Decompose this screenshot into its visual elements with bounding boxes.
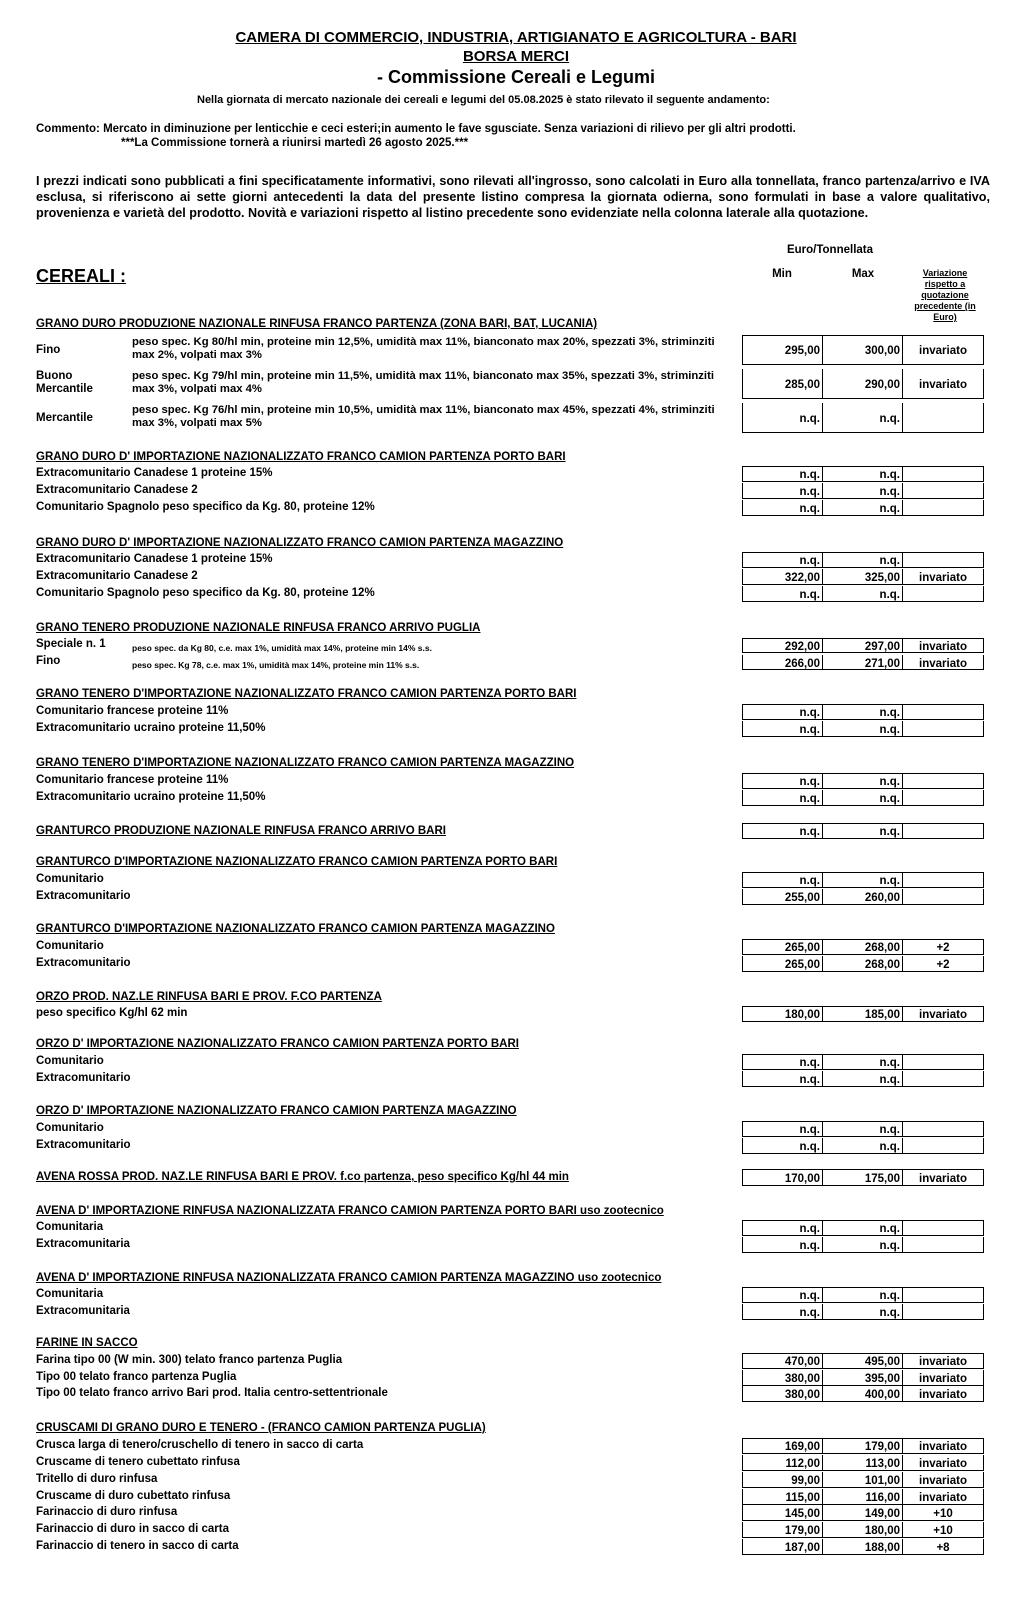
product-description: peso spec. da Kg 80, c.e. max 1%, umidità max 14%, proteine min 14% s.s.	[132, 643, 432, 653]
price-variation	[903, 1287, 984, 1303]
section-title: AVENA ROSSA PROD. NAZ.LE RINFUSA BARI E PROV. f.co partenza, peso specifico Kg/hl 44 min	[36, 1171, 569, 1183]
max-price: 180,00	[823, 1522, 903, 1538]
price-variation: +2	[903, 939, 984, 955]
price-variation	[903, 823, 984, 839]
min-price: n.q.	[742, 466, 823, 482]
min-price: n.q.	[742, 586, 823, 602]
disclaimer-paragraph: I prezzi indicati sono pubblicati a fini specificatamente informativi, sono rilevati all'ingrosso, sono calcolati in Euro alla tonnellata, franco partenza/arrivo e IVA esclusa, si riferiscono ai sette giorni antecedenti la data del presente listino compresa la giornata odierna, sono formulati in base a valore qualitativo, provenienza e varietà del prodotto. Novità e variazioni rispetto al listino precedente sono evidenziate nella colonna laterale alla quotazione.	[36, 174, 990, 220]
min-price: 295,00	[742, 335, 823, 365]
intro-text: Nella giornata di mercato nazionale dei cereali e legumi del 05.08.2025 è stato rilevato il seguente andamento:	[197, 94, 770, 106]
max-price: n.q.	[823, 1220, 903, 1236]
min-price: 179,00	[742, 1522, 823, 1538]
max-price: 325,00	[823, 569, 903, 585]
max-price: 175,00	[823, 1169, 903, 1186]
min-price: 255,00	[742, 889, 823, 905]
max-price: 290,00	[823, 369, 903, 399]
price-variation	[903, 1237, 984, 1253]
min-price: n.q.	[742, 552, 823, 568]
max-price: n.q.	[823, 1304, 903, 1320]
max-price: n.q.	[823, 403, 903, 433]
section-title: ORZO D' IMPORTAZIONE NAZIONALIZZATO FRANCO CAMION PARTENZA PORTO BARI	[36, 1038, 519, 1050]
price-variation: +2	[903, 956, 984, 972]
min-price: n.q.	[742, 1287, 823, 1303]
max-price: n.q.	[823, 721, 903, 737]
product-label: Comunitario francese proteine 11%	[36, 705, 229, 717]
min-price: 145,00	[742, 1505, 823, 1521]
price-variation	[903, 1071, 984, 1087]
product-label: Buono Mercantile	[36, 370, 93, 395]
section-title: GRANO TENERO PRODUZIONE NAZIONALE RINFUSA FRANCO ARRIVO PUGLIA	[36, 622, 481, 634]
min-price: 380,00	[742, 1370, 823, 1386]
max-price: n.q.	[823, 483, 903, 499]
price-variation	[903, 1121, 984, 1137]
min-header: Min	[772, 268, 792, 280]
min-price: n.q.	[742, 483, 823, 499]
section-title: GRANTURCO D'IMPORTAZIONE NAZIONALIZZATO FRANCO CAMION PARTENZA MAGAZZINO	[36, 923, 555, 935]
price-variation: invariato	[903, 1438, 984, 1454]
max-price: n.q.	[823, 466, 903, 482]
product-label: peso specifico Kg/hl 62 min	[36, 1007, 188, 1019]
max-price: 268,00	[823, 956, 903, 972]
product-label: Comunitaria	[36, 1221, 104, 1233]
price-variation	[903, 466, 984, 482]
max-price: n.q.	[823, 500, 903, 516]
min-price: n.q.	[742, 1304, 823, 1320]
product-description: peso spec. Kg 79/hl min, proteine min 11,5%, umidità max 11%, bianconato max 35%, spezzati 3%, striminziti max 3%, volpati max 4%	[132, 370, 714, 395]
product-label: Extracomunitario Canadese 1 proteine 15%	[36, 467, 273, 479]
max-price: n.q.	[823, 1138, 903, 1154]
max-price: n.q.	[823, 1071, 903, 1087]
min-price: n.q.	[742, 1237, 823, 1253]
min-price: 115,00	[742, 1489, 823, 1505]
section-title: AVENA D' IMPORTAZIONE RINFUSA NAZIONALIZZATA FRANCO CAMION PARTENZA MAGAZZINO uso zootecnico	[36, 1272, 662, 1284]
product-label: Extracomunitaria	[36, 1238, 130, 1250]
product-label: Speciale n. 1	[36, 638, 106, 650]
min-price: 112,00	[742, 1455, 823, 1471]
price-variation	[903, 704, 984, 720]
product-label: Extracomunitario Canadese 1 proteine 15%	[36, 553, 273, 565]
price-variation: invariato	[903, 655, 984, 670]
min-price: n.q.	[742, 790, 823, 806]
price-variation	[903, 552, 984, 568]
max-price: n.q.	[823, 552, 903, 568]
price-variation: invariato	[903, 638, 984, 653]
variation-header: Variazione rispetto a quotazione precedente (in Euro)	[914, 268, 976, 322]
min-price: 169,00	[742, 1438, 823, 1454]
min-price: n.q.	[742, 1138, 823, 1154]
max-price: n.q.	[823, 823, 903, 839]
price-variation	[903, 1054, 984, 1070]
price-variation: +10	[903, 1505, 984, 1521]
product-label: Fino	[36, 655, 61, 667]
product-description: peso spec. Kg 80/hl min, proteine min 12,5%, umidità max 11%, bianconato max 20%, spezzati 3%, striminziti max 2%, volpati max 3%	[132, 336, 715, 361]
product-label: Tipo 00 telato franco arrivo Bari prod. Italia centro-settentrionale	[36, 1387, 388, 1399]
price-variation	[903, 586, 984, 602]
price-variation: invariato	[903, 1455, 984, 1471]
max-price: n.q.	[823, 586, 903, 602]
section-title: GRANO DURO D' IMPORTAZIONE NAZIONALIZZATO FRANCO CAMION PARTENZA MAGAZZINO	[36, 537, 564, 549]
max-price: 185,00	[823, 1006, 903, 1022]
product-label: Extracomunitario	[36, 1139, 131, 1151]
product-label: Extracomunitaria	[36, 1305, 130, 1317]
max-price: 395,00	[823, 1370, 903, 1386]
min-price: n.q.	[742, 403, 823, 433]
price-variation: +10	[903, 1522, 984, 1538]
product-label: Comunitario Spagnolo peso specifico da Kg. 80, proteine 12%	[36, 587, 375, 599]
min-price: n.q.	[742, 1220, 823, 1236]
price-variation	[903, 790, 984, 806]
product-label: Farinaccio di duro rinfusa	[36, 1506, 178, 1518]
price-variation	[903, 1304, 984, 1320]
price-variation	[903, 1220, 984, 1236]
product-label: Cruscame di duro cubettato rinfusa	[36, 1490, 231, 1502]
section-title: GRANO TENERO D'IMPORTAZIONE NAZIONALIZZATO FRANCO CAMION PARTENZA PORTO BARI	[36, 688, 577, 700]
price-variation	[903, 889, 984, 905]
unit-header: Euro/Tonnellata	[786, 244, 874, 256]
max-price: 297,00	[823, 638, 903, 653]
product-label: Fino	[36, 344, 61, 356]
product-description: peso spec. Kg 78, c.e. max 1%, umidità max 14%, proteine min 11% s.s.	[132, 660, 420, 670]
max-price: 300,00	[823, 335, 903, 365]
price-variation: invariato	[903, 1472, 984, 1488]
price-variation: invariato	[903, 1169, 984, 1186]
min-price: n.q.	[742, 500, 823, 516]
product-label: Extracomunitario ucraino proteine 11,50%	[36, 791, 266, 803]
section-title: CRUSCAMI DI GRANO DURO E TENERO - (FRANCO CAMION PARTENZA PUGLIA)	[36, 1422, 486, 1434]
product-label: Tritello di duro rinfusa	[36, 1473, 158, 1485]
max-price: n.q.	[823, 872, 903, 888]
max-price: 188,00	[823, 1539, 903, 1555]
product-label: Cruscame di tenero cubettato rinfusa	[36, 1456, 240, 1468]
product-label: Extracomunitario ucraino proteine 11,50%	[36, 722, 266, 734]
price-variation	[903, 1138, 984, 1154]
product-label: Farina tipo 00 (W min. 300) telato franco partenza Puglia	[36, 1354, 343, 1366]
product-label: Farinaccio di tenero in sacco di carta	[36, 1540, 239, 1552]
max-price: 149,00	[823, 1505, 903, 1521]
max-price: n.q.	[823, 704, 903, 720]
price-variation	[903, 773, 984, 789]
min-price: n.q.	[742, 872, 823, 888]
section-title: AVENA D' IMPORTAZIONE RINFUSA NAZIONALIZZATA FRANCO CAMION PARTENZA PORTO BARI uso zootecnico	[36, 1205, 664, 1217]
max-price: 271,00	[823, 655, 903, 670]
product-label: Crusca larga di tenero/cruschello di tenero in sacco di carta	[36, 1439, 364, 1451]
section-title: ORZO D' IMPORTAZIONE NAZIONALIZZATO FRANCO CAMION PARTENZA MAGAZZINO	[36, 1105, 517, 1117]
product-label: Comunitario	[36, 1055, 104, 1067]
price-variation: invariato	[903, 1489, 984, 1505]
next-meeting-note: ***La Commissione tornerà a riunirsi martedì 26 agosto 2025.***	[121, 137, 469, 149]
product-label: Comunitario	[36, 940, 104, 952]
section-title: GRANO TENERO D'IMPORTAZIONE NAZIONALIZZATO FRANCO CAMION PARTENZA MAGAZZINO	[36, 757, 575, 769]
product-label: Mercantile	[36, 412, 93, 424]
min-price: 380,00	[742, 1386, 823, 1402]
min-price: 265,00	[742, 956, 823, 972]
max-price: n.q.	[823, 773, 903, 789]
max-price: n.q.	[823, 1054, 903, 1070]
section-title: GRANTURCO PRODUZIONE NAZIONALE RINFUSA FRANCO ARRIVO BARI	[36, 825, 446, 837]
min-price: 266,00	[742, 655, 823, 670]
price-variation: invariato	[903, 1370, 984, 1386]
max-header: Max	[851, 268, 875, 280]
product-label: Extracomunitario	[36, 957, 131, 969]
min-price: n.q.	[742, 1054, 823, 1070]
price-variation: invariato	[903, 1353, 984, 1369]
price-variation	[903, 403, 984, 433]
price-variation	[903, 872, 984, 888]
max-price: 268,00	[823, 939, 903, 955]
max-price: 113,00	[823, 1455, 903, 1471]
price-variation: +8	[903, 1539, 984, 1555]
product-label: Farinaccio di duro in sacco di carta	[36, 1523, 230, 1535]
min-price: n.q.	[742, 773, 823, 789]
chamber-title: CAMERA DI COMMERCIO, INDUSTRIA, ARTIGIANATO E AGRICOLTURA - BARI	[235, 29, 797, 46]
product-label: Comunitario Spagnolo peso specifico da Kg. 80, proteine 12%	[36, 501, 375, 513]
max-price: n.q.	[823, 1237, 903, 1253]
section-title: FARINE IN SACCO	[36, 1337, 138, 1349]
max-price: 260,00	[823, 889, 903, 905]
max-price: 101,00	[823, 1472, 903, 1488]
section-title: ORZO PROD. NAZ.LE RINFUSA BARI E PROV. F.CO PARTENZA	[36, 991, 382, 1003]
min-price: 265,00	[742, 939, 823, 955]
min-price: 322,00	[742, 569, 823, 585]
product-label: Extracomunitario Canadese 2	[36, 484, 198, 496]
product-label: Comunitaria	[36, 1288, 104, 1300]
max-price: 495,00	[823, 1353, 903, 1369]
min-price: 180,00	[742, 1006, 823, 1022]
min-price: 99,00	[742, 1472, 823, 1488]
price-variation	[903, 500, 984, 516]
min-price: 470,00	[742, 1353, 823, 1369]
price-variation	[903, 483, 984, 499]
min-price: n.q.	[742, 721, 823, 737]
commission-title: - Commissione Cereali e Legumi	[376, 67, 656, 87]
product-label: Comunitario	[36, 873, 104, 885]
product-label: Comunitario francese proteine 11%	[36, 774, 229, 786]
max-price: n.q.	[823, 1121, 903, 1137]
max-price: 116,00	[823, 1489, 903, 1505]
min-price: 285,00	[742, 369, 823, 399]
section-title: GRANO DURO D' IMPORTAZIONE NAZIONALIZZATO FRANCO CAMION PARTENZA PORTO BARI	[36, 451, 566, 463]
price-variation: invariato	[903, 1006, 984, 1022]
max-price: n.q.	[823, 1287, 903, 1303]
product-label: Extracomunitario Canadese 2	[36, 570, 198, 582]
min-price: n.q.	[742, 704, 823, 720]
product-label: Extracomunitario	[36, 1072, 131, 1084]
max-price: 179,00	[823, 1438, 903, 1454]
borsa-merci-title: BORSA MERCI	[462, 48, 570, 65]
price-variation: invariato	[903, 1386, 984, 1402]
price-variation: invariato	[903, 335, 984, 365]
product-label: Extracomunitario	[36, 890, 131, 902]
min-price: n.q.	[742, 1121, 823, 1137]
commento-text: Commento: Mercato in diminuzione per lenticchie e ceci esteri;in aumento le fave sgusciate. Senza variazioni di rilievo per gli altri prodotti.	[36, 123, 796, 135]
min-price: 292,00	[742, 638, 823, 653]
price-variation	[903, 721, 984, 737]
section-title: GRANTURCO D'IMPORTAZIONE NAZIONALIZZATO FRANCO CAMION PARTENZA PORTO BARI	[36, 856, 558, 868]
min-price: n.q.	[742, 1071, 823, 1087]
product-label: Tipo 00 telato franco partenza Puglia	[36, 1371, 237, 1383]
min-price: n.q.	[742, 823, 823, 839]
product-label: Comunitario	[36, 1122, 104, 1134]
price-variation: invariato	[903, 569, 984, 585]
cereali-heading: CEREALI :	[36, 266, 126, 286]
max-price: 400,00	[823, 1386, 903, 1402]
min-price: 187,00	[742, 1539, 823, 1555]
max-price: n.q.	[823, 790, 903, 806]
min-price: 170,00	[742, 1169, 823, 1186]
price-variation: invariato	[903, 369, 984, 399]
product-description: peso spec. Kg 76/hl min, proteine min 10,5%, umidità max 11%, bianconato max 45%, spezzati 4%, striminziti max 3%, volpati max 5%	[132, 404, 715, 429]
section-title: GRANO DURO PRODUZIONE NAZIONALE RINFUSA FRANCO PARTENZA (ZONA BARI, BAT, LUCANIA)	[36, 318, 598, 330]
